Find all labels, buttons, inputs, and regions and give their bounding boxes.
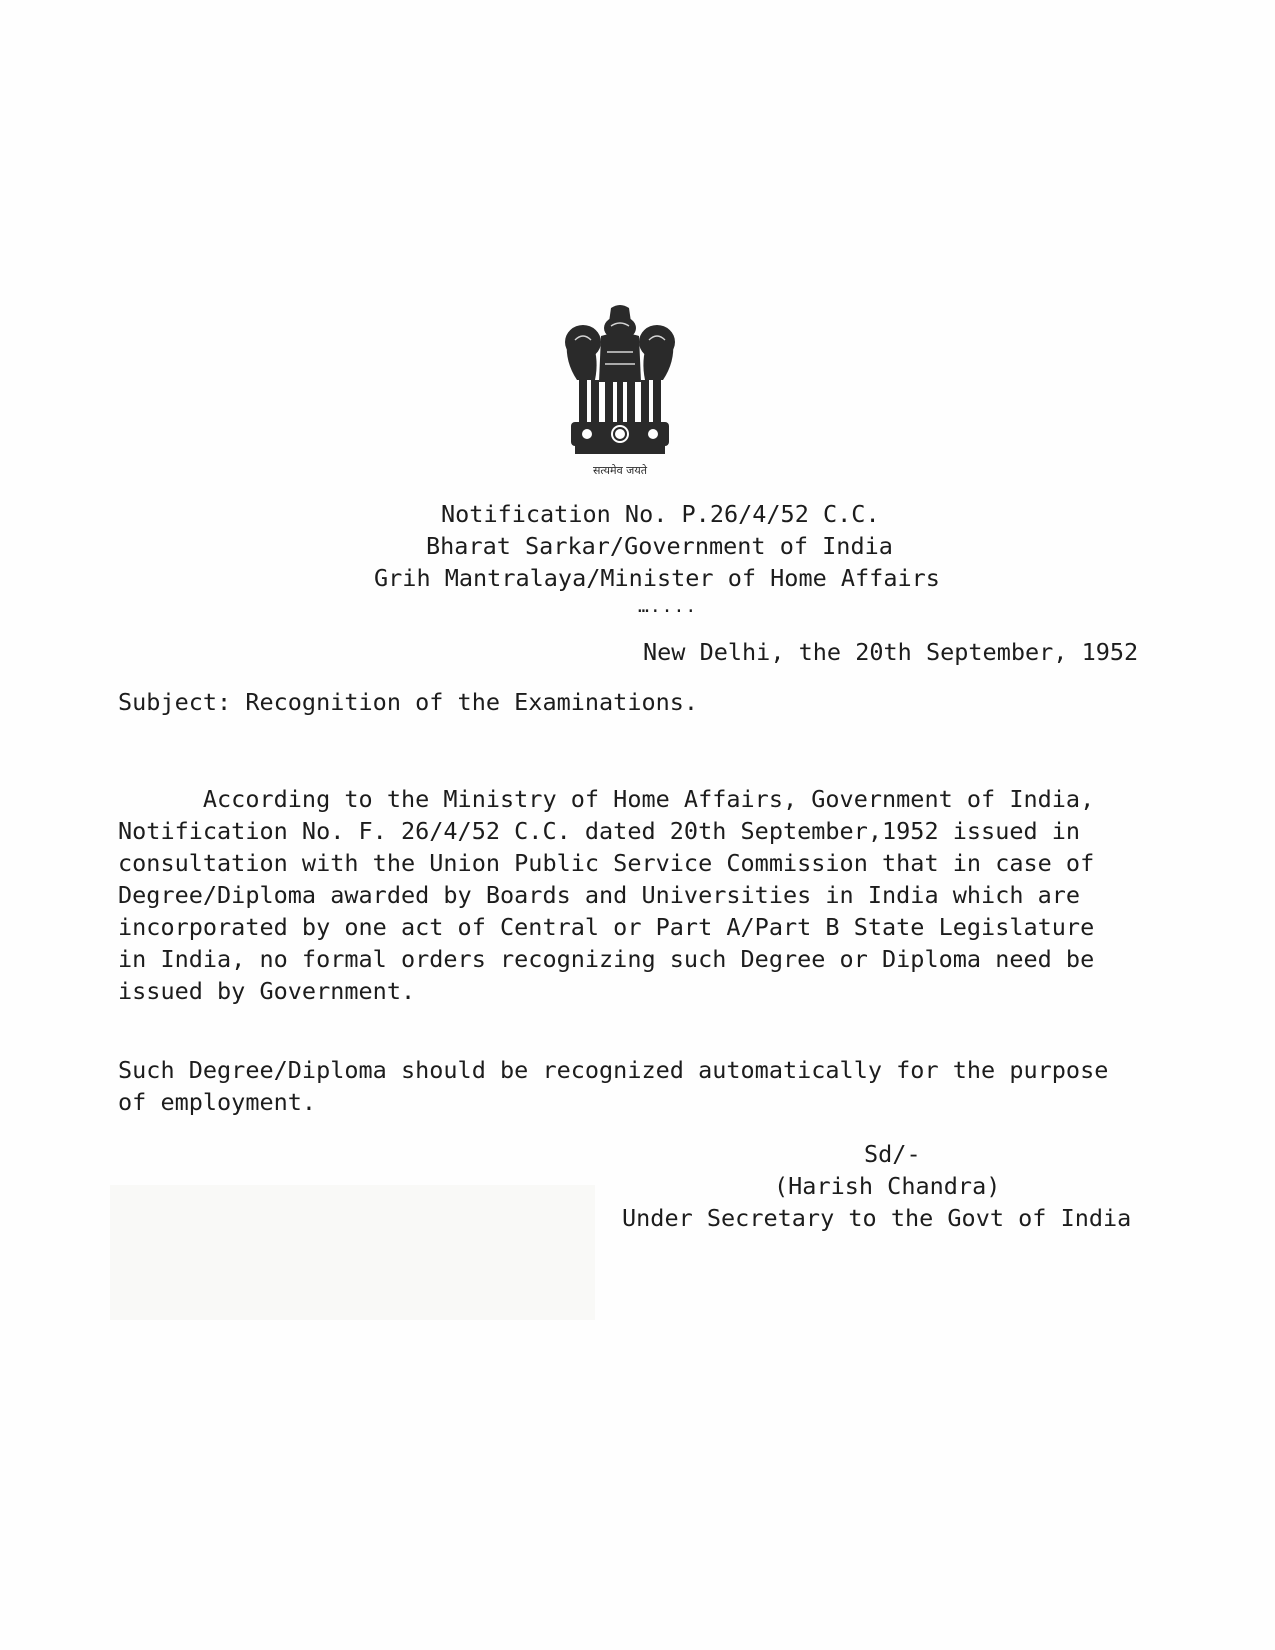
signature-mark: Sd/-	[864, 1140, 921, 1168]
signatory-title: Under Secretary to the Govt of India	[622, 1204, 1132, 1232]
paragraph-line: Degree/Diploma awarded by Boards and Universities in India which are	[118, 881, 1081, 909]
emblem-motto: सत्यमेव जयते	[592, 464, 648, 477]
subject-line: Subject: Recognition of the Examinations.	[118, 688, 699, 716]
signatory-name: (Harish Chandra)	[774, 1172, 1001, 1200]
paragraph-line: Notification No. F. 26/4/52 C.C. dated 20th September,1952 issued in	[118, 817, 1081, 845]
ministry-name: Grih Mantralaya/Minister of Home Affairs	[374, 564, 940, 592]
national-emblem-icon	[561, 302, 679, 484]
scan-smudge	[110, 1185, 595, 1320]
paragraph-line: consultation with the Union Public Service Commission that in case of	[118, 849, 1095, 877]
header-separator: …....	[638, 596, 698, 617]
paragraph-line: issued by Government.	[118, 977, 416, 1005]
paragraph-line: of employment.	[118, 1088, 317, 1116]
notification-number: Notification No. P.26/4/52 C.C.	[441, 500, 880, 528]
paragraph-line: Such Degree/Diploma should be recognized automatically for the purpose	[118, 1056, 1109, 1084]
paragraph-line: incorporated by one act of Central or Part A/Part B State Legislature	[118, 913, 1095, 941]
body-paragraph-1	[118, 783, 1168, 1007]
body-paragraph-2	[118, 1054, 1168, 1118]
paragraph-line: According to the Ministry of Home Affairs, Government of India,	[118, 785, 1095, 813]
government-name: Bharat Sarkar/Government of India	[426, 532, 893, 560]
dateline: New Delhi, the 20th September, 1952	[643, 638, 1139, 666]
paragraph-line: in India, no formal orders recognizing such Degree or Diploma need be	[118, 945, 1095, 973]
